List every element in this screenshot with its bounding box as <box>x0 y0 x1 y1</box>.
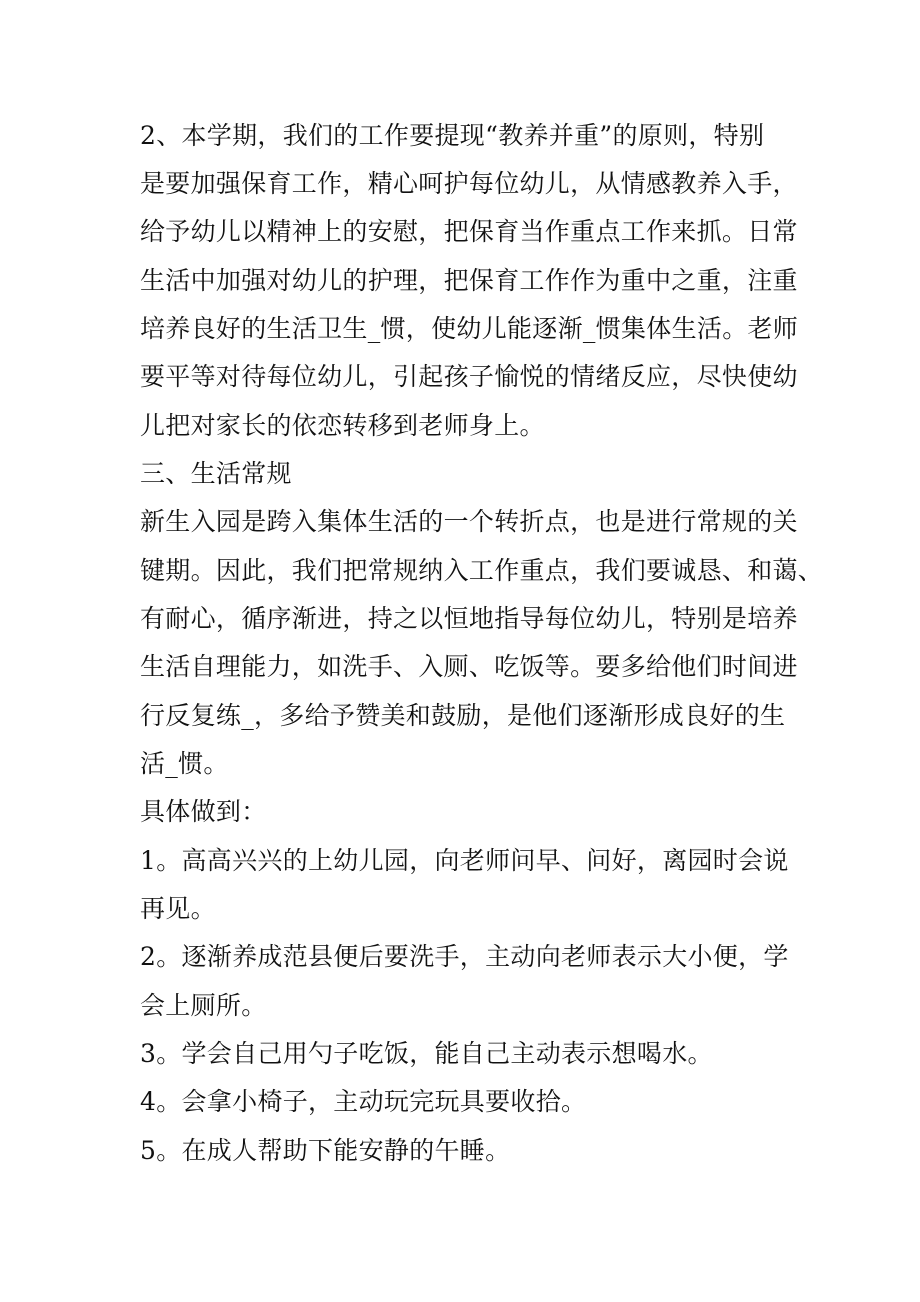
paragraph-line: 培养良好的生活卫生_惯，使幼儿能逐渐_惯集体生活。老师 <box>140 314 799 343</box>
paragraph-line: 儿把对家长的依恋转移到老师身上。 <box>140 411 545 440</box>
list-item: 4。会拿小椅子，主动玩完玩具要收拾。 <box>140 1087 587 1116</box>
paragraph-line: 给予幼儿以精神上的安慰，把保育当作重点工作来抓。日常 <box>140 217 798 246</box>
paragraph-line: 键期。因此，我们把常规纳入工作重点，我们要诚恳、和蔼、 <box>140 556 824 585</box>
paragraph-line: 新生入园是跨入集体生活的一个转折点，也是进行常规的关 <box>140 507 798 536</box>
list-item: 再见。 <box>140 894 216 923</box>
list-item: 5。在成人帮助下能安静的午睡。 <box>140 1136 511 1165</box>
list-item: 1。高高兴兴的上幼儿园，向老师问早、问好，离园时会说 <box>140 846 789 875</box>
paragraph-line: 活_惯。 <box>140 749 229 778</box>
paragraph-line: 有耐心，循序渐进，持之以恒地指导每位幼儿，特别是培养 <box>140 604 798 633</box>
paragraph-line: 要平等对待每位幼儿，引起孩子愉悦的情绪反应，尽快使幼 <box>140 362 798 391</box>
paragraph-line: 是要加强保育工作，精心呵护每位幼儿，从情感教养入手， <box>140 169 798 198</box>
paragraph-line: 行反复练_，多给予赞美和鼓励，是他们逐渐形成良好的生 <box>140 701 786 730</box>
section-heading: 三、生活常规 <box>140 459 292 488</box>
list-item: 3。学会自己用勺子吃饭，能自己主动表示想喝水。 <box>140 1039 713 1068</box>
list-item: 会上厕所。 <box>140 991 267 1020</box>
list-intro: 具体做到： <box>140 797 267 826</box>
list-item: 2。逐渐养成范县便后要洗手，主动向老师表示大小便，学 <box>140 942 789 971</box>
paragraph-line: 2、本学期，我们的工作要提现“教养并重”的原则，特别 <box>140 121 765 150</box>
paragraph-line: 生活自理能力，如洗手、入厕、吃饭等。要多给他们时间进 <box>140 652 798 681</box>
paragraph-line: 生活中加强对幼儿的护理，把保育工作作为重中之重，注重 <box>140 266 798 295</box>
